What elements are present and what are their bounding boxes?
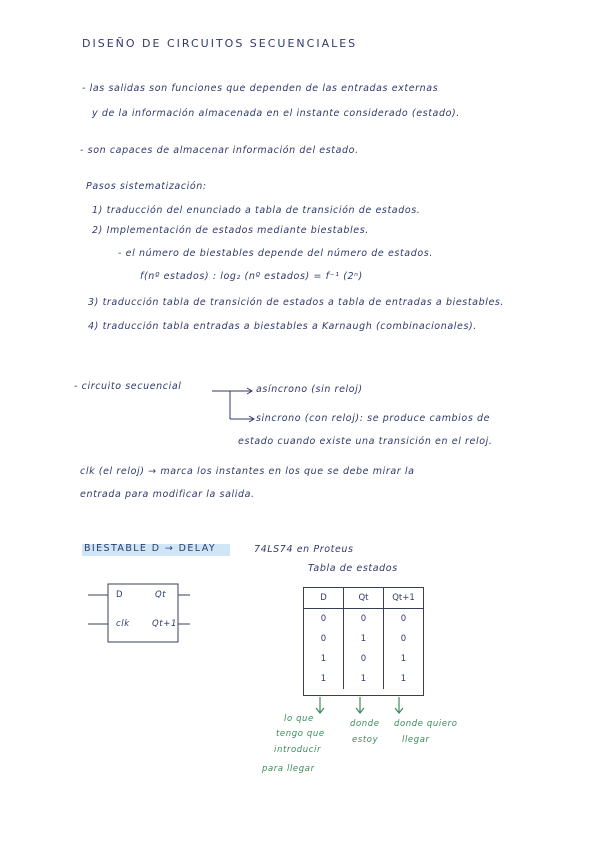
step-1: 1) traducción del enunciado a tabla de transición de estados. <box>92 205 421 216</box>
block-input-clk: clk <box>116 619 130 629</box>
table-row <box>304 649 423 669</box>
cell: 1 <box>344 629 384 649</box>
cell: 0 <box>384 609 424 630</box>
page-title: DISEÑO DE CIRCUITOS SECUENCIALES <box>82 37 358 50</box>
cell: 1 <box>320 654 327 664</box>
note-1-line-3: introducir <box>274 745 322 755</box>
bullet-almacenar: - son capaces de almacenar información del estado. <box>80 145 359 156</box>
clk-line-1: clk (el reloj) → marca los instantes en los que se debe mirar la <box>80 466 415 477</box>
d-flipflop-block <box>88 580 208 650</box>
state-table <box>304 588 423 689</box>
note-3-line-1: donde quiero <box>394 719 458 729</box>
green-down-arrows <box>310 697 420 721</box>
step-2: 2) Implementación de estados mediante biestables. <box>92 225 369 236</box>
note-2-line-1: donde <box>350 719 380 729</box>
cell: 1 <box>320 674 327 684</box>
col-qt: Qt <box>344 588 384 609</box>
step-4: 4) traducción tabla entradas a biestables a Karnaugh (combinacionales). <box>88 321 477 332</box>
asincrono-text: asíncrono (sin reloj) <box>256 384 363 395</box>
biestable-heading: BIESTABLE D → DELAY <box>84 543 217 554</box>
cell: 0 <box>344 609 384 630</box>
bullet-salidas: - las salidas son funciones que dependen de las entradas externas <box>82 83 439 94</box>
cell: 1 <box>384 649 424 669</box>
bullet-salidas-cont: y de la información almacenada en el instante considerado (estado). <box>92 108 460 119</box>
step-3: 3) traducción tabla de transición de estados a tabla de entradas a biestables. <box>88 297 505 308</box>
cell: 0 <box>320 634 327 644</box>
col-qt1: Qt+1 <box>384 588 424 609</box>
clk-line-2: entrada para modificar la salida. <box>80 489 255 500</box>
block-output-qt1: Qt+1 <box>152 619 177 629</box>
block-input-d: D <box>116 590 124 600</box>
step-2-note: - el número de biestables depende del número de estados. <box>118 248 433 259</box>
circuito-secuencial-label: - circuito secuencial <box>74 381 182 392</box>
note-1-line-4: para llegar <box>262 764 315 774</box>
pasos-heading: Pasos sistematización: <box>86 181 207 192</box>
sincrono-line-2: estado cuando existe una transición en el reloj. <box>238 436 493 447</box>
note-1-line-1: lo que <box>284 714 314 724</box>
table-row <box>304 669 423 689</box>
cell: 1 <box>384 669 424 689</box>
block-output-qt: Qt <box>155 590 167 600</box>
cell: 0 <box>320 614 327 624</box>
note-3-line-2: llegar <box>402 735 430 745</box>
table-row <box>304 609 423 630</box>
note-2-line-2: estoy <box>352 735 379 745</box>
cell: 0 <box>344 649 384 669</box>
sincrono-line-1: sincrono (con reloj): se produce cambios de <box>256 413 491 424</box>
table-title: Tabla de estados <box>308 563 398 574</box>
step-2-formula: f(nº estados) : log₂ (nº estados) = f⁻¹ (2ⁿ) <box>140 271 363 282</box>
chip-label: 74LS74 en Proteus <box>254 544 354 555</box>
cell: 0 <box>384 629 424 649</box>
cell: 1 <box>344 669 384 689</box>
col-d: D <box>304 588 344 609</box>
table-row <box>304 629 423 649</box>
note-1-line-2: tengo que <box>276 729 325 739</box>
